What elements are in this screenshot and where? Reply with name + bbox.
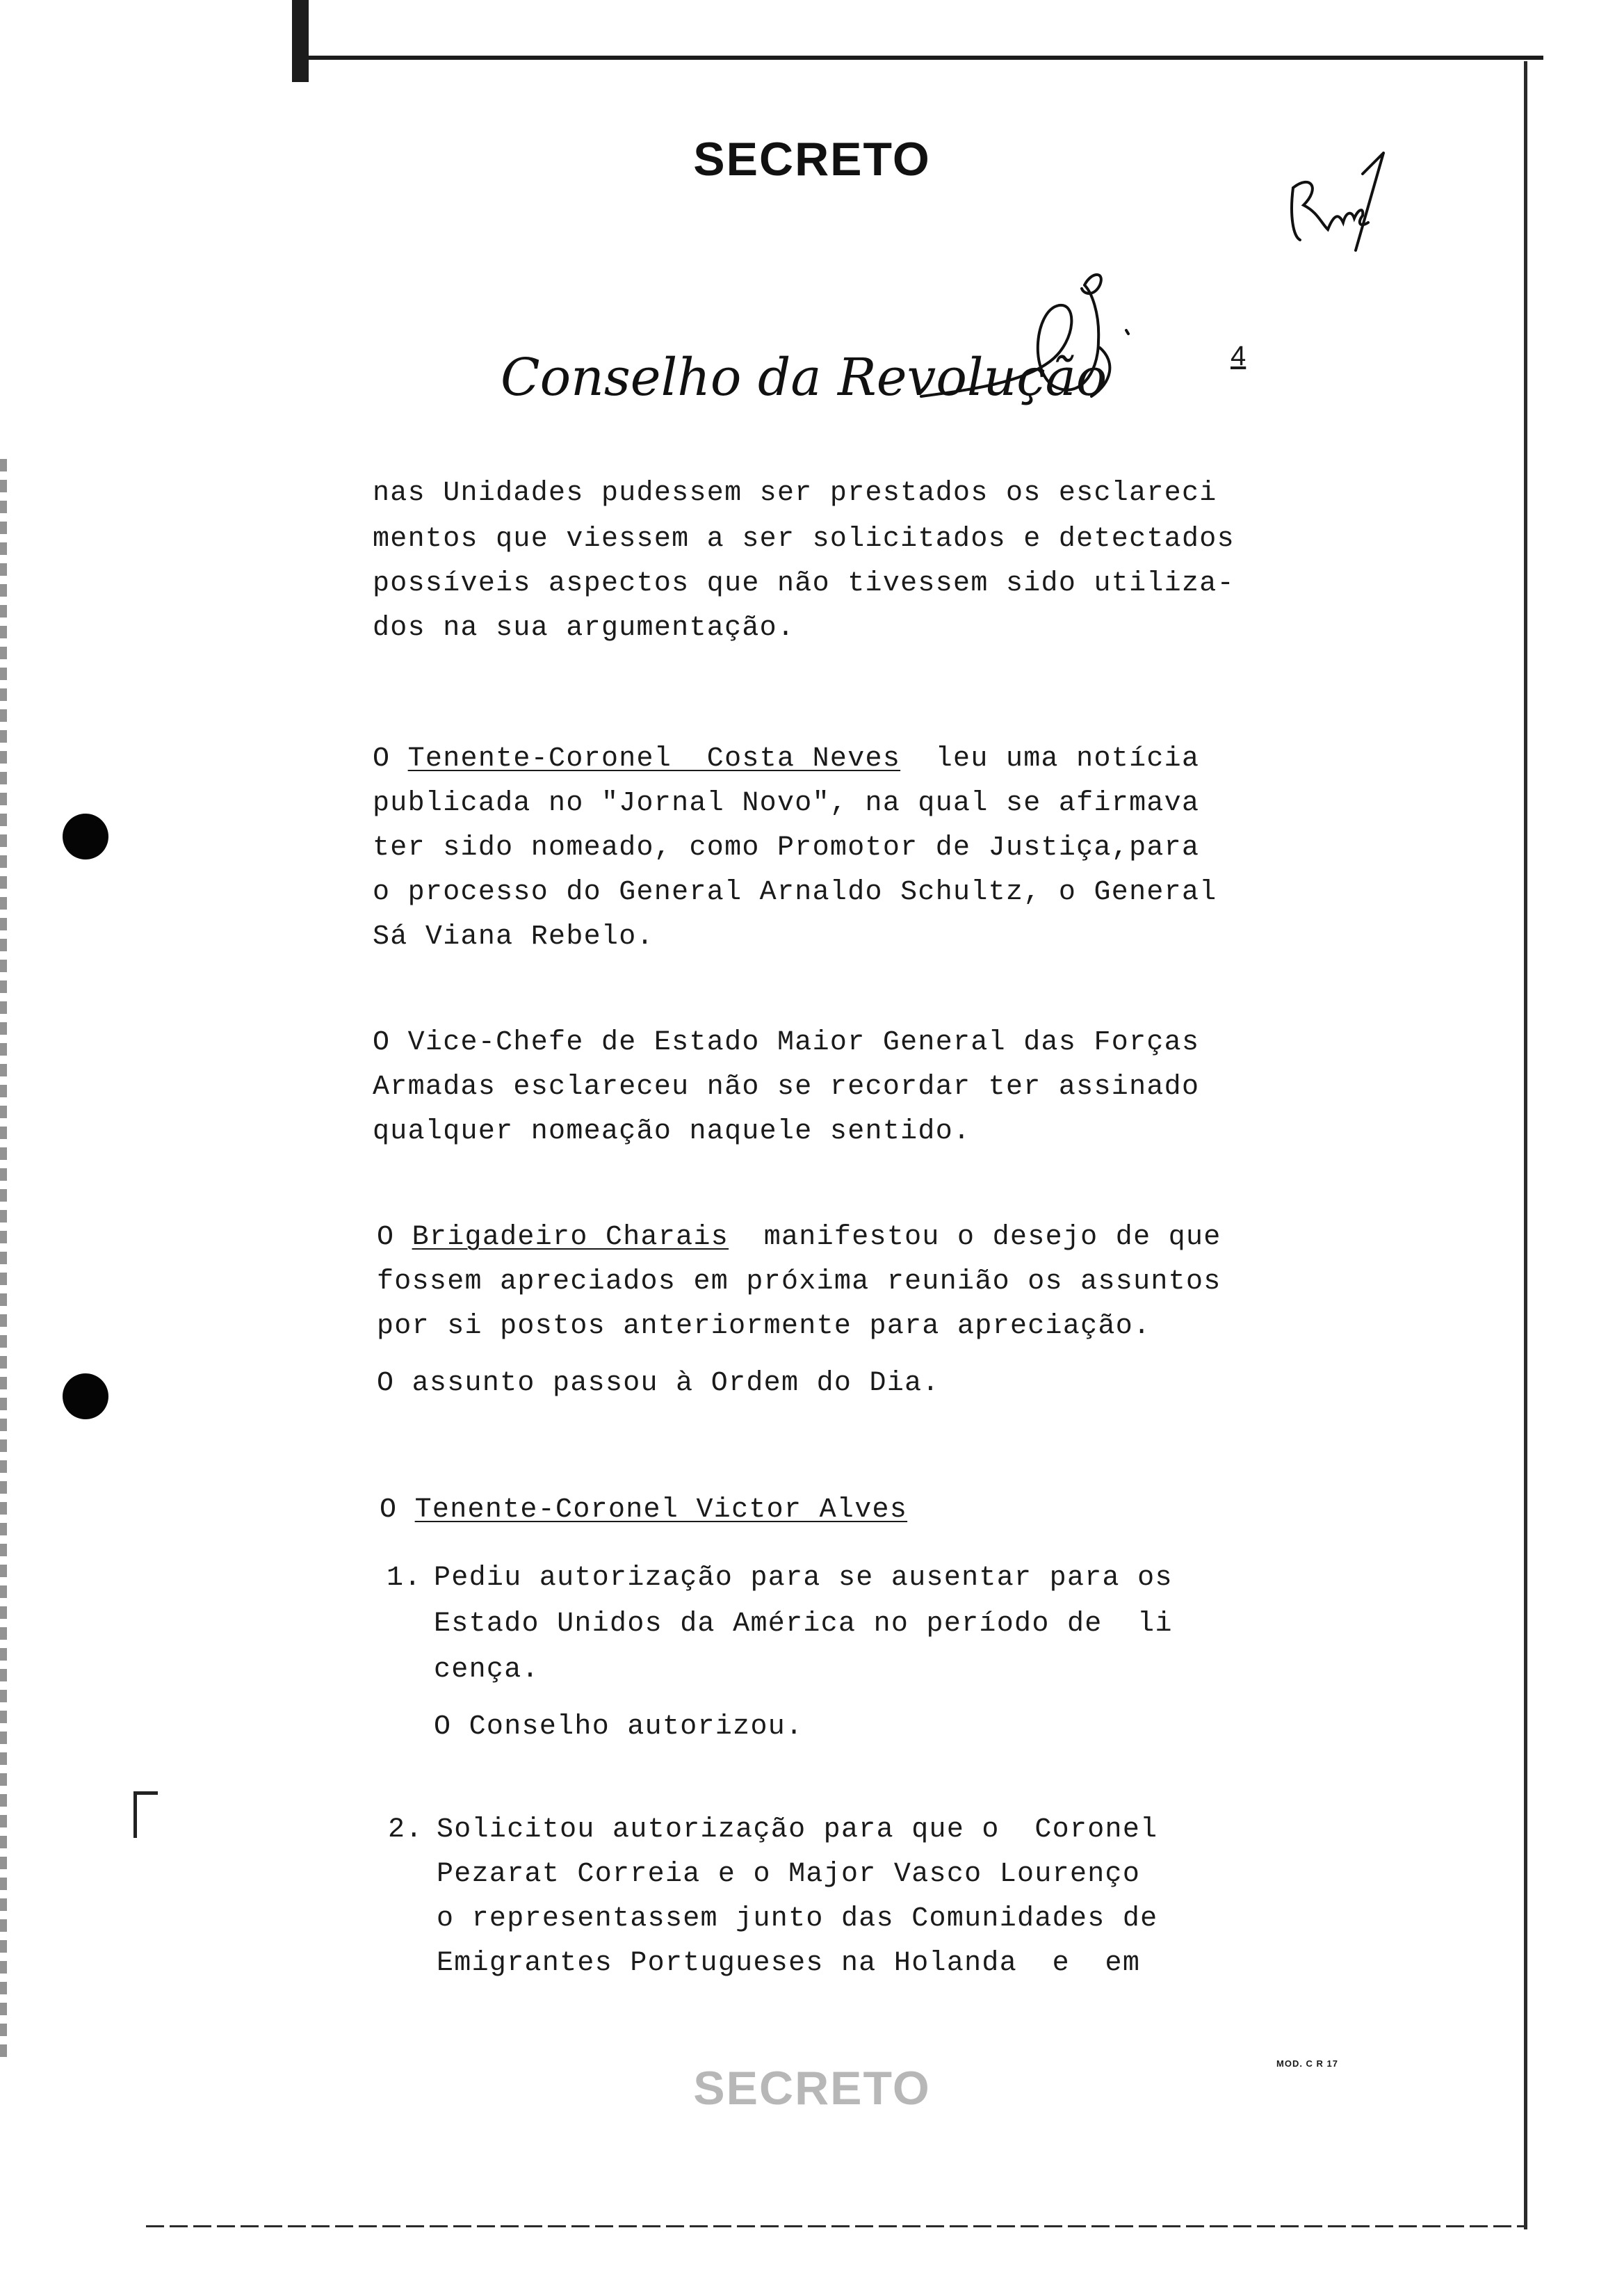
text-line: Emigrantes Portugueses na Holanda e em bbox=[437, 1948, 1141, 1979]
text-line: Pezarat Correia e o Major Vasco Lourenço bbox=[437, 1859, 1141, 1890]
form-code: MOD. C R 17 bbox=[1276, 2058, 1339, 2069]
text-line: O Brigadeiro Charais manifestou o desejo de que bbox=[377, 1222, 1221, 1253]
classification-stamp-top: SECRETO bbox=[693, 133, 931, 186]
text-line: mentos que viessem a ser solicitados e detectados bbox=[373, 524, 1235, 555]
text-line: O Conselho autorizou. bbox=[434, 1711, 804, 1743]
text-line: O Tenente-Coronel Victor Alves bbox=[380, 1494, 908, 1526]
text-line: O Tenente-Coronel Costa Neves leu uma notícia bbox=[373, 743, 1200, 775]
punch-hole bbox=[63, 814, 108, 860]
text-line: o processo do General Arnaldo Schultz, o General bbox=[373, 877, 1217, 908]
speaker-name: Brigadeiro Charais bbox=[412, 1222, 729, 1253]
text-line: Sá Viana Rebelo. bbox=[373, 921, 654, 953]
text-line: publicada no "Jornal Novo", na qual se afirmava bbox=[373, 788, 1200, 819]
scan-edge-mark bbox=[292, 0, 309, 82]
text-line: O Vice-Chefe de Estado Maior General das Forças bbox=[373, 1027, 1200, 1058]
text-line: O assunto passou à Ordem do Dia. bbox=[377, 1368, 940, 1399]
letterhead-title: Conselho da Revolução bbox=[501, 348, 1107, 407]
list-item-number: 2. bbox=[388, 1814, 423, 1846]
text-line: o representassem junto das Comunidades de bbox=[437, 1903, 1158, 1935]
handwritten-signature bbox=[918, 264, 1140, 424]
text-line: ter sido nomeado, como Promotor de Justiça,para bbox=[373, 832, 1200, 864]
speaker-name: Tenente-Coronel Costa Neves bbox=[407, 743, 901, 775]
scan-left-edge bbox=[0, 459, 7, 2058]
text-line: Solicitou autorização para que o Coronel bbox=[437, 1814, 1158, 1846]
text-line: qualquer nomeação naquele sentido. bbox=[373, 1116, 971, 1147]
text-line: Armadas esclareceu não se recordar ter assinado bbox=[373, 1072, 1200, 1103]
page-number: 4 bbox=[1231, 341, 1247, 371]
classification-stamp-bottom: SECRETO bbox=[693, 2062, 931, 2115]
frame-top-line bbox=[306, 56, 1543, 60]
handwritten-initials bbox=[1279, 146, 1397, 250]
list-item-number: 1. bbox=[387, 1563, 422, 1594]
text-line: Pediu autorização para se ausentar para os bbox=[434, 1563, 1173, 1594]
frame-right-line bbox=[1524, 61, 1527, 2229]
text-line: cença. bbox=[434, 1654, 539, 1686]
text-line: Estado Unidos da América no período de li bbox=[434, 1608, 1173, 1640]
text-line: nas Unidades pudessem ser prestados os esclareci bbox=[373, 478, 1217, 509]
frame-bottom-line bbox=[146, 2225, 1526, 2227]
text-line: possíveis aspectos que não tivessem sido utiliza- bbox=[373, 568, 1235, 599]
punch-hole bbox=[63, 1373, 108, 1419]
text-line: dos na sua argumentação. bbox=[373, 613, 795, 644]
text-line: por si postos anteriormente para apreciação. bbox=[377, 1311, 1151, 1342]
speaker-name: Tenente-Coronel Victor Alves bbox=[414, 1494, 908, 1526]
corner-bracket-mark bbox=[133, 1791, 158, 1838]
text-line: fossem apreciados em próxima reunião os assuntos bbox=[377, 1266, 1221, 1298]
